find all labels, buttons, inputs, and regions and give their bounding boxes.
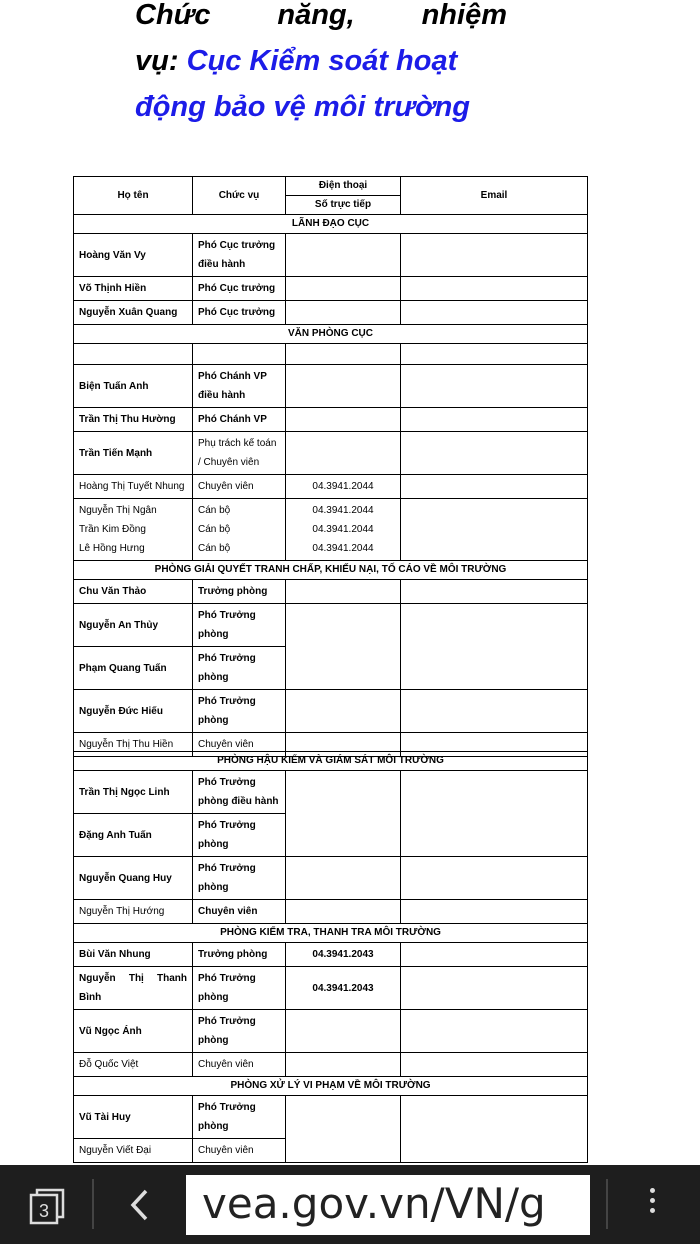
table-row [74, 344, 588, 365]
person-name: Hoàng Văn Vy [74, 234, 193, 277]
header-email: Email [401, 177, 588, 215]
person-name: Nguyễn Thị Thanh Bình [74, 967, 193, 1010]
section-heading: VĂN PHÒNG CỤC [74, 325, 588, 344]
person-name: Lê Hồng Hưng [79, 543, 145, 554]
person-name: Phạm Quang Tuấn [74, 647, 193, 690]
person-position: Trưởng phòng [193, 943, 286, 967]
table-row [74, 604, 588, 647]
person-name: Hoàng Thị Tuyết Nhung [74, 475, 193, 499]
table-row [74, 301, 588, 325]
tabs-icon [27, 1187, 67, 1227]
title-word: Chức [135, 0, 211, 31]
table-row [74, 967, 588, 1010]
stacked-names [74, 499, 193, 561]
person-position: Cán bộ [198, 505, 231, 516]
person-name: Nguyễn Quang Huy [74, 857, 193, 900]
person-name: Chu Văn Thảo [74, 580, 193, 604]
table-row [74, 234, 588, 277]
person-position: Phó Cục trưởng điều hành [193, 234, 286, 277]
table-row [74, 857, 588, 900]
staff-table [73, 751, 588, 1163]
header-name: Họ tên [74, 177, 193, 215]
stacked-phones [286, 499, 401, 561]
person-phone: 04.3941.2043 [286, 943, 401, 967]
table-row [74, 771, 588, 814]
staff-table [73, 176, 588, 757]
person-position: Cán bộ [198, 543, 231, 554]
person-position: Chuyên viên [193, 733, 286, 757]
person-name: Bùi Văn Nhung [74, 943, 193, 967]
title-word: nhiệm [421, 0, 507, 31]
person-name: Đỗ Quốc Việt [74, 1053, 193, 1077]
section-heading: PHÒNG XỬ LÝ VI PHẠM VỀ MÔI TRƯỜNG [74, 1077, 588, 1096]
table-row [74, 1053, 588, 1077]
title-link-text: Cục Kiểm soát hoạt [186, 45, 458, 77]
person-position: Chuyên viên [193, 1053, 286, 1077]
person-name: Trần Tiến Mạnh [74, 432, 193, 475]
person-phone: 04.3941.2044 [312, 543, 374, 554]
person-position: Phó Trưởng phòng [193, 967, 286, 1010]
back-button[interactable] [126, 1187, 156, 1223]
person-phone: 04.3941.2044 [312, 524, 374, 535]
section-heading: PHÒNG GIẢI QUYẾT TRANH CHẤP, KHIẾU NẠI, TỐ CÁO VỀ MÔI TRƯỜNG [74, 561, 588, 580]
table-row [74, 1096, 588, 1139]
table-row [74, 408, 588, 432]
browser-toolbar [0, 1165, 700, 1244]
header-position: Chức vụ [193, 177, 286, 215]
person-position: Phó Trưởng phòng điều hành [193, 771, 286, 814]
table-row [74, 1010, 588, 1053]
person-position: Phó Cục trưởng [193, 301, 286, 325]
person-position: Phó Trưởng phòng [193, 1010, 286, 1053]
person-position: Phó Trưởng phòng [193, 604, 286, 647]
title-word: năng, [277, 0, 355, 31]
table-row [74, 277, 588, 301]
section-heading: PHÒNG KIỂM TRA, THANH TRA MÔI TRƯỜNG [74, 924, 588, 943]
table-row [74, 475, 588, 499]
person-name: Trần Thị Ngọc Linh [74, 771, 193, 814]
header-direct: Số trực tiếp [286, 196, 401, 215]
person-name: Võ Thịnh Hiền [74, 277, 193, 301]
person-position: Chuyên viên [193, 1139, 286, 1163]
tabs-button[interactable] [27, 1187, 67, 1227]
table-row [74, 365, 588, 408]
person-name: Nguyễn Thị Ngân [79, 505, 157, 516]
table-row [74, 580, 588, 604]
toolbar-divider [606, 1179, 608, 1229]
table-row [74, 432, 588, 475]
person-position: Phó Chánh VP [193, 408, 286, 432]
person-name: Trần Thị Thu Hường [74, 408, 193, 432]
person-name: Trần Kim Đồng [79, 524, 146, 535]
person-name: Vũ Tài Huy [74, 1096, 193, 1139]
person-name: Vũ Ngọc Ánh [74, 1010, 193, 1053]
person-name: Nguyễn Thị Hướng [74, 900, 193, 924]
toolbar-divider [92, 1179, 94, 1229]
title-prefix: vụ: [135, 45, 179, 77]
person-position: Phụ trách kế toán / Chuyên viên [193, 432, 286, 475]
person-position: Phó Chánh VP điều hành [193, 365, 286, 408]
person-name: Đặng Anh Tuấn [74, 814, 193, 857]
person-name: Nguyễn Đức Hiếu [74, 690, 193, 733]
section-heading: LÃNH ĐẠO CỤC [74, 215, 588, 234]
person-position: Phó Trưởng phòng [193, 814, 286, 857]
overflow-menu-button[interactable] [640, 1183, 664, 1227]
page-title [135, 0, 507, 130]
person-phone: 04.3941.2044 [286, 475, 401, 499]
person-phone: 04.3941.2044 [312, 505, 374, 516]
more-vertical-icon [640, 1188, 664, 1213]
person-position: Phó Trưởng phòng [193, 1096, 286, 1139]
person-position: Trưởng phòng [193, 580, 286, 604]
person-position: Phó Trưởng phòng [193, 647, 286, 690]
person-position: Phó Cục trưởng [193, 277, 286, 301]
table-row [74, 499, 588, 561]
person-position: Chuyên viên [193, 900, 286, 924]
person-position: Phó Trưởng phòng [193, 857, 286, 900]
person-position: Phó Trưởng phòng [193, 690, 286, 733]
person-position: Cán bộ [198, 524, 231, 535]
person-position: Chuyên viên [193, 475, 286, 499]
title-link-text: động bảo vệ môi trường [135, 91, 471, 123]
table-row [74, 690, 588, 733]
table-row [74, 900, 588, 924]
person-name: Nguyễn Viết Đại [74, 1139, 193, 1163]
back-arrow-icon [126, 1187, 156, 1223]
person-name: Nguyễn An Thủy [74, 604, 193, 647]
tab-count: 3 [38, 1201, 50, 1221]
address-bar[interactable] [186, 1175, 590, 1235]
header-phone: Điện thoại [286, 177, 401, 196]
person-name: Nguyễn Thị Thu Hiền [74, 733, 193, 757]
person-phone: 04.3941.2043 [286, 967, 401, 1010]
stacked-positions [193, 499, 286, 561]
url-text: vea.gov.vn/VN/g [202, 1179, 546, 1228]
table-row [74, 943, 588, 967]
section-heading: PHÒNG HẬU KIỂM VÀ GIÁM SÁT MÔI TRƯỜNG [74, 752, 588, 771]
person-name: Biện Tuấn Anh [74, 365, 193, 408]
person-name: Nguyễn Xuân Quang [74, 301, 193, 325]
